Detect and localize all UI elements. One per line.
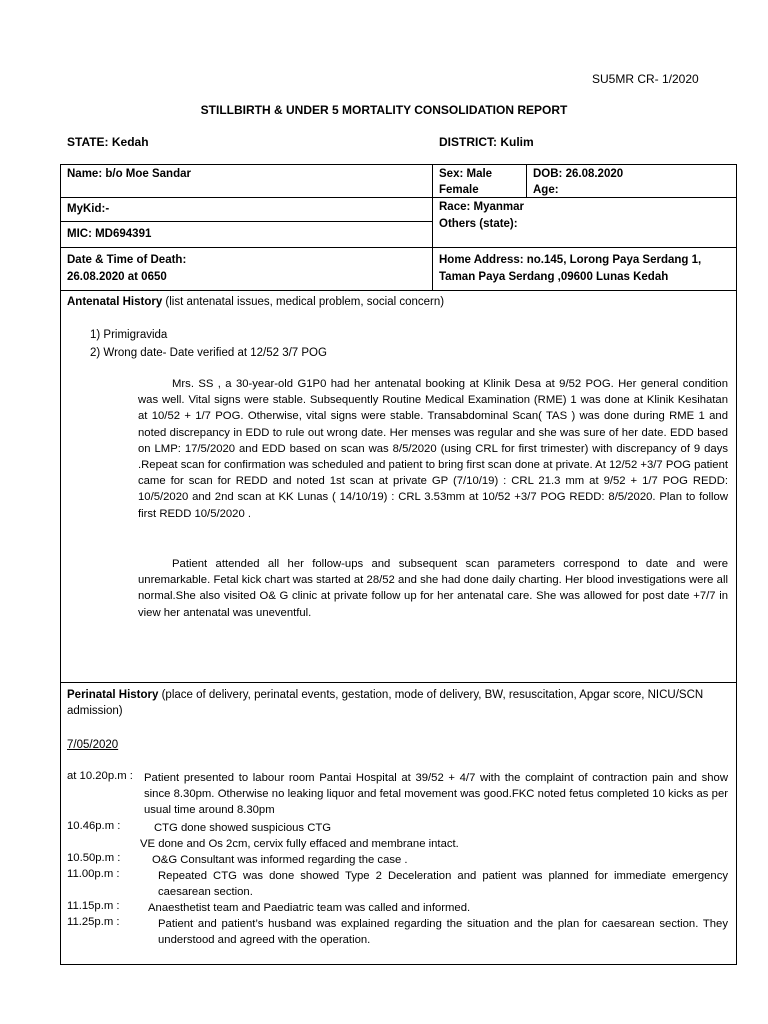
death-label: Date & Time of Death:: [67, 254, 187, 266]
paragraph-text: Mrs. SS , a 30-year-old G1P0 had her antenatal booking at Klinik Desa at 9/52 POG. Her general condition was well. Vital signs were stable. Subsequently Routine Medical Examination (RME) 1 was done at Klinik Kesihatan at 10/52 + 1/7 POG. Otherwise, vital signs were stable. Transabdominal Scan( TAS ) was done during RME 1 and noted discrepancy in EDD to rule out wrong date. Her menses was regular and she was sure of her date. EDD based on LMP: 17/5/2020 and EDD based on scan was 8/5/2020 (using CRL for first trimester) with discrepancy of 9 days .Repeat scan for confirmation was scheduled and patient to bring first scan done at private. At 12/52 +3/7 POG patient came for scan for REDD and noted 1st scan at private GP (7/10/19) : CRL 21.3 mm at 9/52 + 1/7 POG REDD: 10/5/2020 and 2nd scan at KK Lunas ( 14/10/19) : CRL 3.53mm at 10/52 +3/7 POG REDD: 8/5/2020. Plan to follow first REDD 10/5/2020 .: [138, 378, 728, 520]
district-field: DISTRICT: Kulim: [439, 135, 534, 149]
home-address-line-1: Home Address: no.145, Lorong Paya Serdang 1,: [439, 254, 702, 266]
event-time: 11.25p.m :: [67, 916, 120, 928]
event-time: at 10.20p.m :: [67, 770, 133, 782]
race-field: Race: Myanmar: [439, 201, 525, 213]
antenatal-subheading: (list antenatal issues, medical problem, social concern): [162, 296, 445, 308]
list-item: 1) Primigravida: [90, 329, 168, 341]
state-field: STATE: Kedah: [67, 135, 149, 149]
event-time: 10.46p.m :: [67, 820, 121, 832]
event-text: VE done and Os 2cm, cervix fully effaced and membrane intact.: [140, 838, 459, 850]
age-field: Age:: [533, 184, 559, 196]
event-time: 11.00p.m :: [67, 868, 120, 880]
event-text: O&G Consultant was informed regarding the case .: [152, 854, 408, 866]
event-text: Anaesthetist team and Paediatric team was called and informed.: [148, 902, 471, 914]
antenatal-paragraph-2: [138, 556, 728, 621]
antenatal-heading: Antenatal History: [67, 296, 163, 308]
patient-name: Name: b/o Moe Sandar: [67, 168, 191, 180]
home-address-line-2: Taman Paya Serdang ,09600 Lunas Kedah: [439, 271, 669, 283]
mic-field: MIC: MD694391: [67, 228, 152, 240]
antenatal-paragraph-1: [138, 376, 728, 522]
event-text: Repeated CTG was done showed Type 2 Deceleration and patient was planned for immediate emergency caesarean section.: [158, 870, 728, 898]
event-text: Patient presented to labour room Pantai Hospital at 39/52 + 4/7 with the complaint of contraction pain and show since 8.30pm. Otherwise no leaking liquor and fetal movement was good.FKC noted fetus completed 10 kicks as per usual time around 8.30pm: [144, 772, 728, 816]
event-time: 10.50p.m :: [67, 852, 121, 864]
list-item: 2) Wrong date- Date verified at 12/52 3/7 POG: [90, 347, 327, 359]
perinatal-subheading: (place of delivery, perinatal events, gestation, mode of delivery, BW, resuscitation, Apgar score, NICU/SCN admission): [67, 689, 704, 717]
report-title: STILLBIRTH & UNDER 5 MORTALITY CONSOLIDATION REPORT: [200, 103, 568, 117]
paragraph-text: Patient attended all her follow-ups and subsequent scan parameters correspond to date and were unremarkable. Fetal kick chart was started at 28/52 and she had done daily charting. Her blood investigations were all normal.She also visited O& G clinic at private follow up for her antenatal care. She was allowed for post date +7/7 in view her antenatal was uneventful.: [138, 558, 728, 619]
date-of-birth: DOB: 26.08.2020: [533, 168, 624, 180]
sex-male: Sex: Male: [439, 168, 493, 180]
perinatal-section-title: [67, 687, 732, 719]
report-reference-number: SU5MR CR- 1/2020: [592, 72, 699, 86]
mykid-field: MyKid:-: [67, 203, 110, 215]
event-text: Patient and patient’s husband was explained regarding the situation and the plan for caesarean section. They understood and agreed with the operation.: [158, 918, 728, 946]
event-time: 11.15p.m :: [67, 900, 120, 912]
event-date: 7/05/2020: [67, 739, 119, 751]
antenatal-section-title: [67, 294, 732, 310]
antenatal-issue-list: [90, 326, 327, 362]
death-value: 26.08.2020 at 0650: [67, 271, 167, 283]
perinatal-heading: Perinatal History: [67, 689, 159, 701]
sex-female: Female: [439, 184, 479, 196]
others-state-field: Others (state):: [439, 218, 518, 230]
event-text: CTG done showed suspicious CTG: [154, 822, 332, 834]
